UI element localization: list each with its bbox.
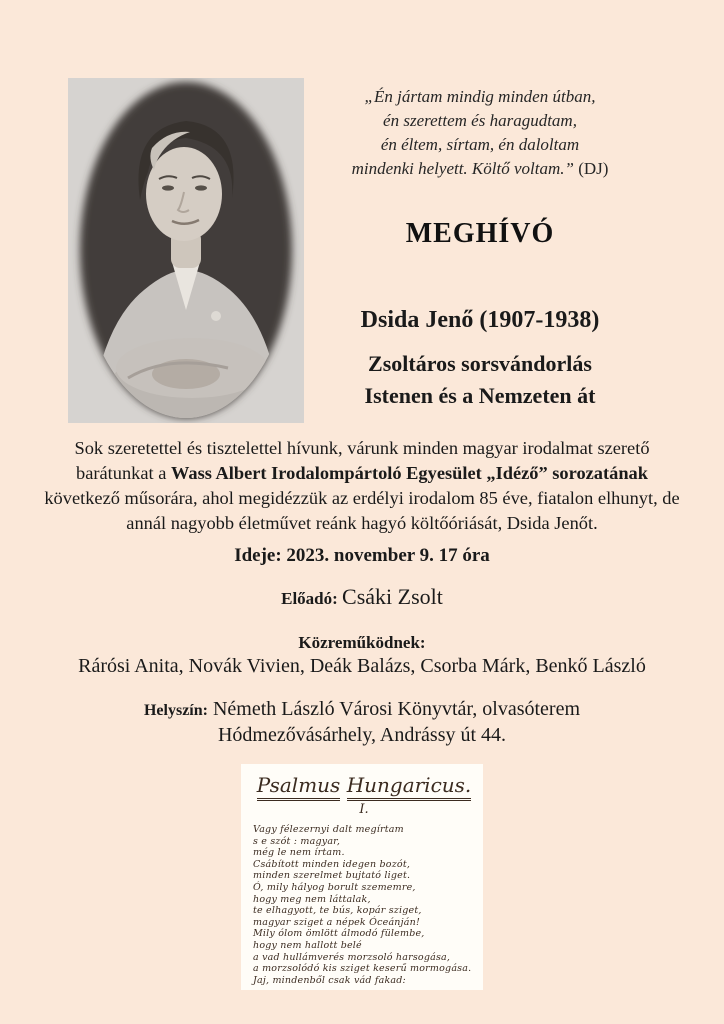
header-right-column [305,85,655,412]
quote-line: én szerettem és haragudtam, [383,111,577,130]
quote-line: én éltem, sírtam, én daloltam [380,135,580,154]
portrait-photo [68,78,304,423]
manuscript-poem-lines [253,824,475,986]
subtitle-line-2: Istenen és a Nemzeten át [364,383,596,408]
quote-line-text: mindenki helyett. Költő voltam.” [351,159,574,178]
manuscript-title-word: Psalmus [257,773,341,801]
epigraph-quote [305,85,655,181]
manuscript-line: s e szót : magyar, [253,835,341,847]
manuscript-title-word: Hungaricus. [347,773,472,801]
venue-block [0,697,724,747]
venue-line-2: Hódmezővásárhely, Andrássy út 44. [217,724,507,746]
subtitle-line-1: Zsoltáros sorsvándorlás [368,351,592,376]
contributors-names: Rárósi Anita, Novák Vivien, Deák Balázs, Csorba Márk, Benkő László [78,655,646,677]
manuscript-section-number: I. [359,802,369,817]
manuscript-line: a vad hullámverés morzsoló harsogása, [253,951,451,963]
manuscript-line: a morzsolódó kis sziget keserű mormogása. [253,963,472,975]
subject-subtitle [305,348,655,412]
page-title: MEGHÍVÓ [405,218,555,249]
presenter-label: Előadó: [281,589,338,608]
portrait-image [68,78,304,423]
manuscript-line: Vagy félezernyi dalt megírtam [253,824,404,835]
invitation-text-end: következő műsorára, ahol megidézzük az erdélyi irodalom 85 éve, fiatalon elhunyt, de annál nagyobb életművet reánk hagyó költőóriását, Dsida Jenőt. [44,488,680,533]
manuscript-line: minden szerelmet bujtató liget. [253,870,411,882]
manuscript-line: Csábított minden idegen bozót, [253,858,411,870]
manuscript-facsimile [241,764,483,990]
quote-line: „Én jártam mindig minden útban, [364,87,596,106]
manuscript-line: Mily ólom ömlött álmodó fülembe, [253,928,425,940]
presenter-name: Csáki Zsolt [342,584,443,609]
manuscript-line: hogy nem hallott belé [253,939,362,951]
presenter-line [0,584,724,610]
subject-name-dates: Dsida Jenő (1907-1938) [360,307,600,333]
manuscript-line: még le nem írtam. [253,847,345,859]
quote-attribution: (DJ) [578,159,609,178]
event-date: Ideje: 2023. november 9. 17 óra [234,545,490,566]
manuscript-line: Ó, mily hályog borult szememre, [253,881,416,893]
manuscript-title [253,773,475,797]
invitation-paragraph [44,436,680,536]
invitation-society-name: Wass Albert Irodalompártoló Egyesület „Idéző” sorozatának [171,463,648,483]
manuscript-line: magyar sziget a népek Óceánján! [253,916,420,928]
header-section [0,0,724,436]
quote-line [305,157,655,181]
manuscript-line: Jaj, mindenből csak vád fakad: [253,974,406,986]
manuscript-line: hogy meg nem láttalak, [253,893,371,905]
contributors-label: Közreműködnek: [298,633,426,652]
venue-line-1: Németh László Városi Könyvtár, olvasóterem [212,698,581,720]
invitation-text-start: Sok szeretettel és tisztelettel hívunk, várunk minden magyar irodalmat szerető barátunkat a [74,438,650,483]
manuscript-line: te elhagyott, te bús, kopár sziget, [253,905,422,917]
venue-label: Helyszín: [143,702,208,719]
